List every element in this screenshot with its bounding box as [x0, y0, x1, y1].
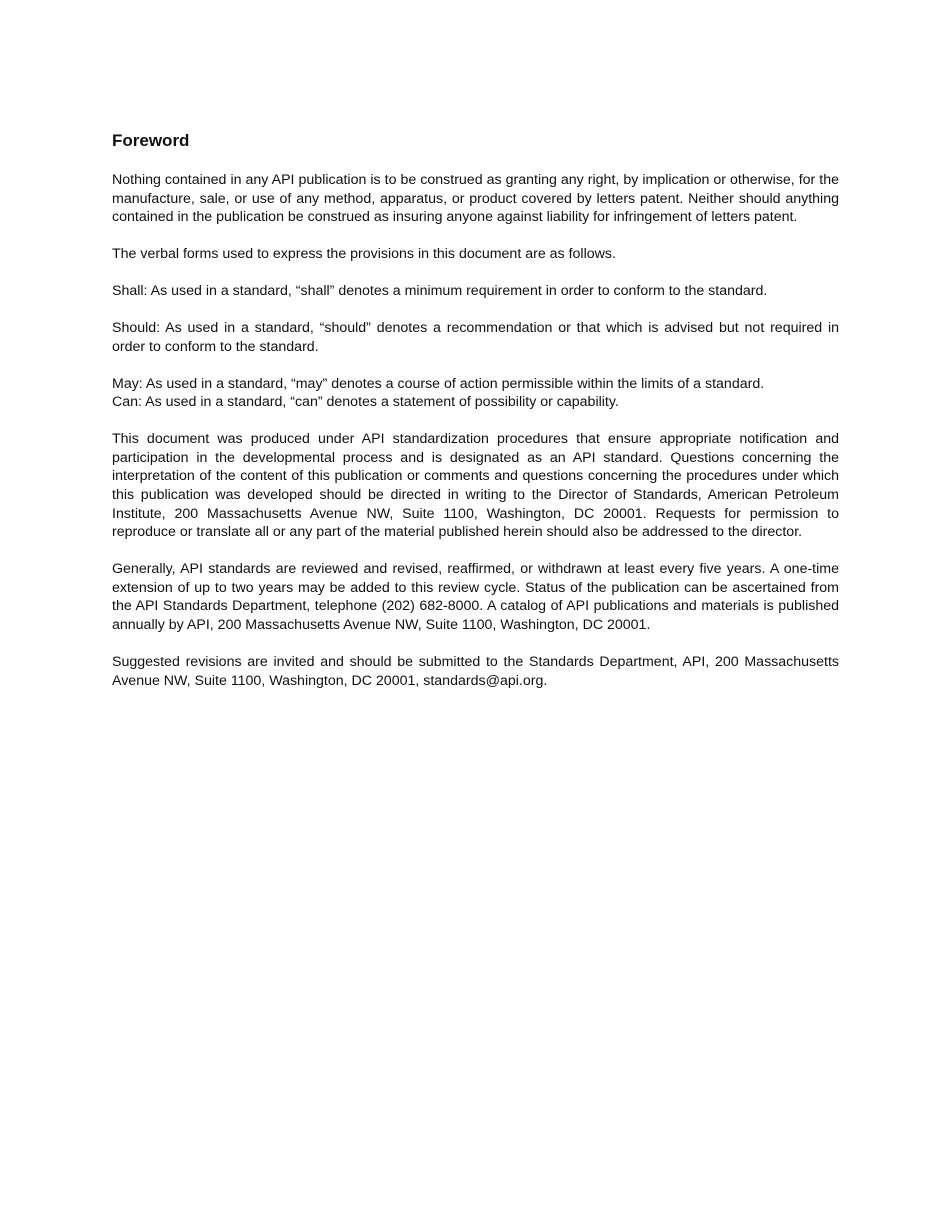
can-definition: Can: As used in a standard, “can” denotes a statement of possibility or capability. — [112, 394, 619, 411]
paragraph-patent-disclaimer: Nothing contained in any API publication is to be construed as granting any right, by implication or otherwise, for the manufacture, sale, or use of any method, apparatus, or product covered by letters patent. Neither should anything contained in the publication be construed as insuring anyone against liability for infringement of letters patent. — [112, 172, 839, 226]
paragraph-shall-definition: Shall: As used in a standard, “shall” denotes a minimum requirement in order to conform to the standard. — [112, 283, 768, 300]
may-definition: May: As used in a standard, “may” denotes a course of action permissible within the limits of a standard. — [112, 375, 765, 392]
document-page — [112, 130, 839, 709]
paragraph-review-cycle: Generally, API standards are reviewed and revised, reaffirmed, or withdrawn at least every five years. A one-time extension of up to two years may be added to this review cycle. Status of the publication can be ascertained from the API Standards Department, telephone (202) 682-8000. A catalog of API publications and materials is published annually by API, 200 Massachusetts Avenue NW, Suite 1100, Washington, DC 20001. — [112, 561, 839, 634]
paragraph-suggested-revisions: Suggested revisions are invited and should be submitted to the Standards Department, API, 200 Massachusetts Avenue NW, Suite 1100, Washington, DC 20001, standards@api.org. — [112, 654, 839, 689]
page-heading: Foreword — [112, 131, 190, 150]
paragraph-standardization-procedures: This document was produced under API standardization procedures that ensure appropriate notification and participation in the developmental process and is designated as an API standard. Questions concerning the interpretation of the content of this publication or comments and questions concerning the procedures under which this publication was developed should be directed in writing to the Director of Standards, American Petroleum Institute, 200 Massachusetts Avenue NW, Suite 1100, Washington, DC 20001. Requests for permission to reproduce or translate all or any part of the material published herein should also be addressed to the director. — [112, 431, 839, 541]
paragraph-should-definition: Should: As used in a standard, “should” denotes a recommendation or that which is advised but not required in order to conform to the standard. — [112, 320, 839, 355]
paragraph-may-can-definitions — [112, 375, 839, 412]
paragraph-verbal-forms-intro: The verbal forms used to express the provisions in this document are as follows. — [112, 246, 616, 263]
